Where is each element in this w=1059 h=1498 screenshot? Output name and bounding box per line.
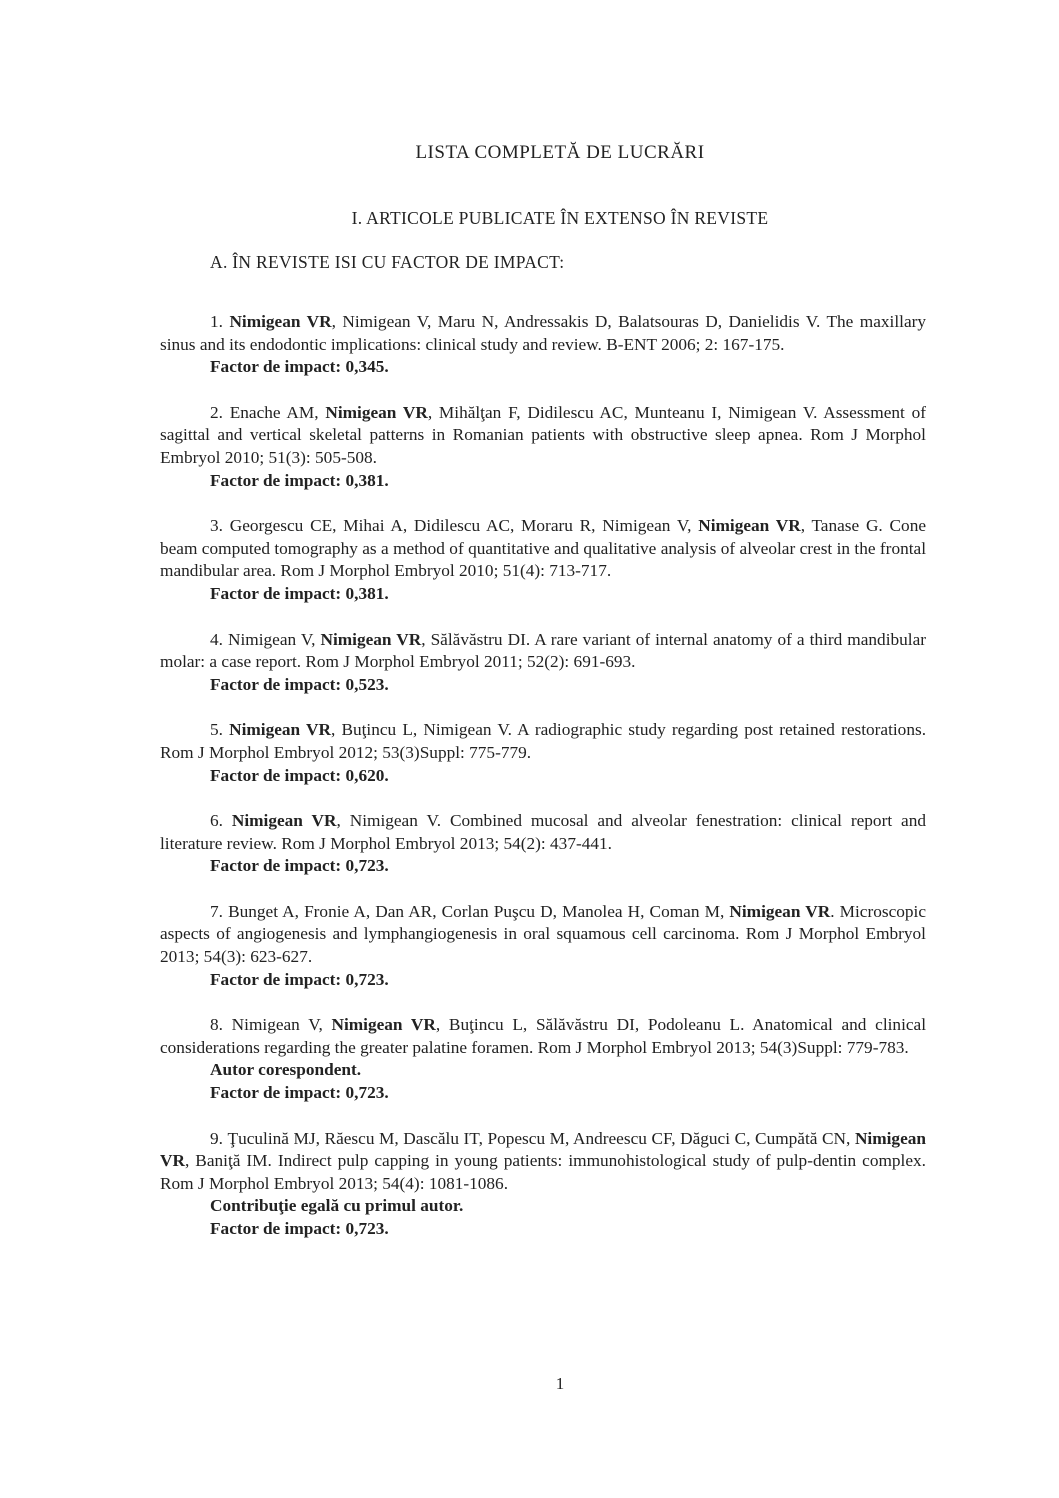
publication-list bbox=[160, 311, 926, 1264]
entry-note: Factor de impact: 0,723. bbox=[210, 969, 389, 989]
publication-entry bbox=[160, 402, 926, 492]
entry-note: Factor de impact: 0,381. bbox=[210, 470, 389, 490]
highlighted-author: Nimigean VR bbox=[231, 811, 337, 831]
publication-entry bbox=[160, 629, 926, 697]
entry-note: Factor de impact: 0,381. bbox=[210, 583, 389, 603]
citation-rest: , Baniţă IM. Indirect pulp capping in young patients: immunohistological study of pulp-dentin complex. Rom J Morphol Embryol 2013; 54(4): 1081-1086. bbox=[160, 1151, 926, 1193]
citation-rest: , Nimigean V, Maru N, Andressakis D, Balatsouras D, Danielidis V. The maxillary sinus and its endodontic implications: clinical study and review. B-ENT 2006; 2: 167-175. bbox=[160, 312, 927, 354]
subsection-heading: A. ÎN REVISTE ISI CU FACTOR DE IMPACT: bbox=[210, 252, 565, 272]
highlighted-author: Nimigean VR bbox=[325, 402, 428, 422]
authors-before: Georgescu CE, Mihai A, Didilescu AC, Moraru R, Nimigean V, bbox=[229, 516, 699, 536]
citation bbox=[160, 629, 926, 674]
highlighted-author: Nimigean VR bbox=[331, 1015, 436, 1035]
highlighted-author: Nimigean VR bbox=[229, 720, 331, 740]
highlighted-author: Nimigean VR bbox=[160, 1128, 926, 1171]
highlighted-author: Nimigean VR bbox=[320, 629, 422, 649]
citation bbox=[160, 810, 926, 855]
entry-note: Contribuţie egală cu primul autor. bbox=[210, 1196, 464, 1216]
publication-entry bbox=[160, 719, 926, 787]
entry-note: Factor de impact: 0,723. bbox=[210, 856, 389, 876]
entry-number: 1. bbox=[210, 312, 230, 331]
highlighted-author: Nimigean VR bbox=[229, 312, 332, 331]
entry-number: 5. bbox=[210, 720, 230, 740]
citation-rest: , Buţincu L, Sălăvăstru DI, Podoleanu L. Anatomical and clinical considerations regarding the greater palatine foramen. Rom J Morphol Embryol 2013; 54(3)Suppl: 779-783. bbox=[160, 1015, 927, 1057]
citation-rest: , Tanase G. Cone beam computed tomography as a method of quantitative and qualitative analysis of alveolar crest in the frontal mandibular area. Rom J Morphol Embryol 2010; 51(4): 713-717. bbox=[160, 516, 927, 581]
authors-before: Nimigean V, bbox=[228, 629, 321, 649]
page-number: 1 bbox=[555, 1374, 565, 1393]
citation bbox=[160, 311, 926, 356]
citation-rest: . Microscopic aspects of angiogenesis and lymphangiogenesis in oral squamous cell carcinoma. Rom J Morphol Embryol 2013; 54(3): 623-627. bbox=[160, 901, 927, 967]
entry-number: 8. bbox=[210, 1015, 232, 1035]
citation bbox=[160, 402, 926, 470]
entry-number: 7. bbox=[210, 901, 229, 921]
entry-number: 2. bbox=[210, 402, 230, 422]
entry-note: Factor de impact: 0,523. bbox=[210, 674, 389, 694]
citation bbox=[160, 515, 926, 583]
citation-rest: , Buţincu L, Nimigean V. A radiographic study regarding post retained restorations. Rom J Morphol Embryol 2012; 53(3)Suppl: 775-779. bbox=[160, 720, 927, 762]
citation-rest: , Mihălţan F, Didilescu AC, Munteanu I, Nimigean V. Assessment of sagittal and vertical skeletal patterns in Romanian patients with obstructive sleep apnea. Rom J Morphol Embryol 2010; 51(3): 505-508. bbox=[160, 402, 926, 467]
entry-number: 4. bbox=[210, 629, 228, 649]
entry-note: Factor de impact: 0,345. bbox=[210, 357, 389, 377]
citation bbox=[160, 1128, 926, 1196]
publication-entry bbox=[160, 1014, 926, 1104]
citation-rest: , Nimigean V. Combined mucosal and alveolar fenestration: clinical report and literature review. Rom J Morphol Embryol 2013; 54(2): 437-441. bbox=[160, 811, 926, 853]
highlighted-author: Nimigean VR bbox=[729, 901, 831, 921]
publication-entry bbox=[160, 901, 926, 991]
authors-before: Ţuculină MJ, Răescu M, Dascălu IT, Popescu M, Andreescu CF, Dăguci C, Cumpătă CN, bbox=[227, 1128, 855, 1148]
authors-before: Nimigean V, bbox=[231, 1015, 332, 1035]
publication-entry bbox=[160, 1128, 926, 1241]
citation-rest: , Sălăvăstru DI. A rare variant of internal anatomy of a third mandibular molar: a case report. Rom J Morphol Embryol 2011; 52(2): 691-693. bbox=[160, 629, 927, 672]
authors-before: Bunget A, Fronie A, Dan AR, Corlan Puşcu D, Manolea H, Coman M, bbox=[228, 901, 730, 921]
entry-number: 3. bbox=[210, 516, 230, 536]
section-heading: I. ARTICOLE PUBLICATE ÎN EXTENSO ÎN REVISTE bbox=[351, 208, 769, 228]
highlighted-author: Nimigean VR bbox=[698, 516, 801, 536]
entry-note: Factor de impact: 0,723. bbox=[210, 1219, 389, 1238]
entry-note: Autor corespondent. bbox=[210, 1060, 362, 1080]
authors-before: Enache AM, bbox=[229, 402, 326, 422]
entry-number: 6. bbox=[210, 811, 232, 831]
page-title: LISTA COMPLETĂ DE LUCRĂRI bbox=[415, 142, 705, 163]
citation bbox=[160, 719, 926, 764]
entry-note: Factor de impact: 0,723. bbox=[210, 1083, 389, 1103]
publication-entry bbox=[160, 311, 926, 379]
entry-note: Factor de impact: 0,620. bbox=[210, 765, 389, 785]
citation bbox=[160, 901, 926, 969]
publication-entry bbox=[160, 810, 926, 878]
citation bbox=[160, 1014, 926, 1059]
entry-number: 9. bbox=[210, 1128, 228, 1148]
publication-entry bbox=[160, 515, 926, 605]
